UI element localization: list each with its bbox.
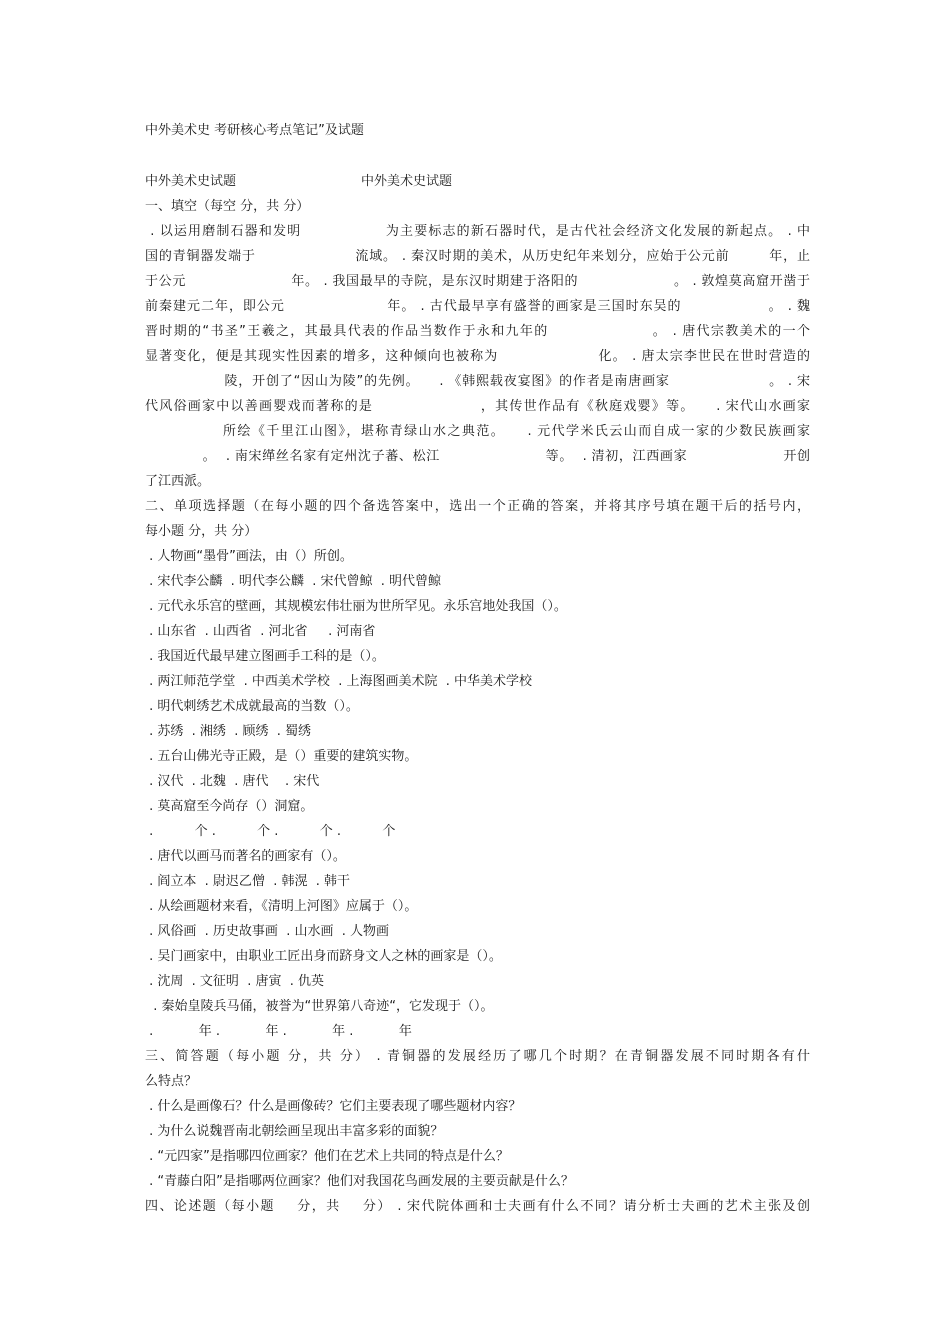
question-stem: . 从绘画题材来看，《清明上河图》应属于（）。 [145,899,418,914]
section1-fill-questions [145,219,810,494]
answer-options: . 苏绣 . 湘绣 . 顾绣 . 蜀绣 [145,724,311,739]
short-question: . 为什么说魏晋南北朝绘画呈现出丰富多彩的面貌？ [145,1124,444,1139]
subtitle-right: 中外美术史试题 [361,174,453,189]
section2-choice-questions [145,544,810,1044]
question-stem: . 人物画“墨骨”画法，由（）所创。 [145,549,353,564]
answer-options: . 风俗画 . 历史故事画 . 山水画 . 人物画 [145,924,389,939]
answer-options: . 山东省 . 山西省 . 河北省 . 河南省 [145,624,376,639]
section1-heading: 一、填空（每空 分，共 分） [145,199,310,214]
section4-heading: 四、论述题（每小题 分，共 分） . 宋代院体画和士夫画有什么不同？请分析士夫画的艺术主张及创 [145,1199,810,1214]
fill-line: 代风俗画家中以善画婴戏而著称的是 ，其传世作品有《秋庭戏婴》等。 . 宋代山水画家 [145,399,810,414]
question-stem: . 秦始皇陵兵马俑，被誉为“世界第八奇迹“，它发现于（）。 [145,999,494,1014]
section3-heading: 三、简答题（每小题 分，共 分） . 青铜器的发展经历了哪几个时期？在青铜器发展不同时期各有什 [145,1049,810,1064]
short-question: . “青藤白阳”是指哪两位画家？他们对我国花鸟画发展的主要贡献是什么？ [145,1174,574,1189]
short-question: . “元四家”是指哪四位画家？他们在艺术上共同的特点是什么？ [145,1149,509,1164]
fill-line: 前秦建元二年，即公元 年。 . 古代最早享有盛誉的画家是三国时东吴的 。 . 魏 [145,299,810,314]
question-stem: . 五台山佛光寺正殿，是（）重要的建筑实物。 [145,749,418,764]
answer-options: . 阎立本 . 尉迟乙僧 . 韩滉 . 韩干 [145,874,350,889]
fill-line: 于公元 年。 . 我国最早的寺院，是东汉时期建于洛阳的 。 . 敦煌莫高窟开凿于 [145,274,810,289]
fill-line: 所绘《千里江山图》，堪称青绿山水之典范。 . 元代学米氏云山而自成一家的少数民族画家 [145,424,811,439]
answer-options: . 沈周 . 文征明 . 唐寅 . 仇英 [145,974,324,989]
fill-line: . 以运用磨制石器和发明 为主要标志的新石器时代，是古代社会经济文化发展的新起点。 . 中 [145,224,810,239]
subtitle-row [145,169,810,194]
section3-heading-cont: 么特点？ [145,1074,198,1089]
fill-line: 国的青铜器发端于 流域。 . 秦汉时期的美术，从历史纪年来划分，应始于公元前 年，止 [145,249,810,264]
question-stem: . 明代刺绣艺术成就最高的当数（）。 [145,699,359,714]
short-question: . 什么是画像石？什么是画像砖？它们主要表现了哪些题材内容？ [145,1099,522,1114]
fill-line: 陵，开创了“因山为陵”的先例。 . 《韩熙载夜宴图》的作者是南唐画家 。 . 宋 [145,374,810,389]
answer-options: . 汉代 . 北魏 . 唐代 . 宋代 [145,774,320,789]
document-title: 中外美术史 考研核心考点笔记”及试题 [145,123,364,138]
question-stem: . 唐代以画马而著名的画家有（）。 [145,849,346,864]
question-stem: . 莫高窟至今尚存（）洞窟。 [145,799,314,814]
section2-heading-cont: 每小题 分，共 分） [145,524,258,539]
fill-line: 了江西派。 [145,474,211,489]
fill-line: 显著变化，便是其现实性因素的增多，这种倾向也被称为 化。 . 唐太宗李世民在世时营造的 [145,349,810,364]
section3-short-questions [145,1094,810,1194]
answer-options: . 个 . 个 . 个 . 个 [145,824,396,839]
subtitle-left: 中外美术史试题 [145,174,237,189]
question-stem: . 元代永乐宫的壁画，其规模宏伟壮丽为世所罕见。永乐宫地处我国（）。 [145,599,567,614]
question-stem: . 我国近代最早建立图画手工科的是（）。 [145,649,385,664]
question-stem: . 吴门画家中，由职业工匠出身而跻身文人之林的画家是（）。 [145,949,502,964]
answer-options: . 两江师范学堂 . 中西美术学校 . 上海图画美术院 . 中华美术学校 [145,674,532,689]
answer-options: . 年 . 年 . 年 . 年 [145,1024,412,1039]
answer-options: . 宋代李公麟 . 明代李公麟 . 宋代曾鲸 . 明代曾鲸 [145,574,441,589]
document-body [145,118,810,1219]
fill-line: 晋时期的“书圣”王羲之，其最具代表的作品当数作于永和九年的 。 . 唐代宗教美术的一个 [145,324,810,339]
section2-heading: 二、单项选择题（在每小题的四个备选答案中，选出一个正确的答案，并将其序号填在题干后的括号内， [145,499,810,514]
fill-line: 。 . 南宋缂丝名家有定州沈子蕃、松江 等。 . 清初，江西画家 开创 [145,449,810,464]
